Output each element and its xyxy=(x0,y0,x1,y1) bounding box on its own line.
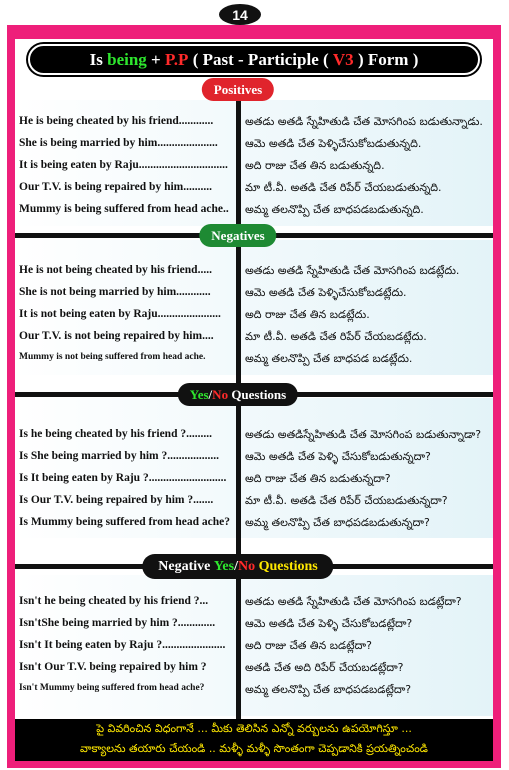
telugu-translation: అమ్మ తలనొప్పి చేత బాధపడబడుతున్నదా? xyxy=(245,516,430,529)
sentence-row xyxy=(15,639,493,661)
telugu-translation: అమ్మ తలనొప్పి చేత బాధపడ బడట్లేదు. xyxy=(245,352,413,365)
english-sentence: Isn't Our T.V. being repaired by him ? xyxy=(19,661,207,673)
telugu-translation: ఆమె అతడి చేత పెళ్ళి చేసుకోబడట్లేదా? xyxy=(245,617,413,630)
negatives-section xyxy=(15,240,493,375)
english-sentence: Is Mummy being suffered from head ache? xyxy=(19,516,231,528)
footer-line-1: పై వివరించిన విధంగానే ... మీకు తెలిసిన ఎన్నో వర్బులను ఉపయోగిస్తూ ... xyxy=(96,722,412,735)
sentence-row xyxy=(15,617,493,639)
sentence-row xyxy=(15,450,493,472)
telugu-translation: అది రాజు చేత తిన బడుతున్నది. xyxy=(245,159,385,172)
negative-yes-no-section xyxy=(15,575,493,716)
english-sentence: Mummy is being suffered from head ache.. xyxy=(19,203,229,215)
telugu-translation: ఆమె అతడి చేత పెళ్ళి చేసుకోబడుతున్నదా? xyxy=(245,450,431,463)
slash-label: / xyxy=(208,386,213,402)
english-sentence: Isn't he being cheated by his friend ?... xyxy=(19,595,209,607)
english-sentence: It is being eaten by Raju............................... xyxy=(19,159,228,171)
title-plus: + xyxy=(151,49,161,69)
telugu-translation: మా టీ.వీ. అతడి చేత రిపేర్ చేయబడుతున్నదా? xyxy=(245,494,448,507)
yes-no-heading xyxy=(178,383,298,406)
sentence-row xyxy=(15,159,493,181)
english-sentence: Is It being eaten by Raju ?........................... xyxy=(19,472,227,484)
sentence-row xyxy=(15,286,493,308)
telugu-translation: మా టీ.వీ. అతడి చేత రిపేర్ చేయబడుతున్నది. xyxy=(245,181,442,194)
telugu-translation: అమ్మ తలనొప్పి చేత బాధపడబడట్లేదా? xyxy=(245,683,412,696)
sentence-row xyxy=(15,115,493,137)
negatives-heading-text: Negatives xyxy=(211,227,265,243)
slash-label: / xyxy=(234,558,238,574)
footer-line-2: వాక్యాలను తయారు చేయండి .. మళ్ళీ మళ్ళీ సొంతంగా చెప్పడానికి ప్రయత్నించండి xyxy=(80,742,428,755)
sentence-row xyxy=(15,516,493,538)
telugu-translation: అతడు అతడి స్నేహితుడి చేత మోసగింప బడట్లేదు. xyxy=(245,264,460,277)
footer-note xyxy=(15,719,493,761)
english-sentence: She is not being married by him............ xyxy=(19,286,211,298)
no-label: No xyxy=(212,386,229,402)
sentence-row xyxy=(15,203,493,225)
telugu-translation: అమ్మ తలనొప్పి చేత బాధపడబడుతున్నది. xyxy=(245,203,424,216)
negative-label: Negative xyxy=(158,558,214,574)
positives-section xyxy=(15,100,493,226)
english-sentence: Our T.V. is not being repaired by him.... xyxy=(19,330,214,342)
telugu-translation: అతడి చేత అది రిపేర్ చేయబడట్లేదా? xyxy=(245,661,404,674)
telugu-translation: మా టీ.వీ. అతడి చేత రిపేర్ చేయబడట్లేదు. xyxy=(245,330,427,343)
english-sentence: Our T.V. is being repaired by him.......... xyxy=(19,181,212,193)
title-is: Is xyxy=(89,49,103,69)
sentence-row xyxy=(15,137,493,159)
english-sentence: Isn'tShe being married by him ?............. xyxy=(19,617,216,629)
sentence-row xyxy=(15,428,493,450)
title-past-participle: ( Past - Participle ( xyxy=(192,49,329,69)
english-sentence: Is She being married by him ?.................. xyxy=(19,450,219,462)
sentence-row xyxy=(15,308,493,330)
english-sentence: Isn't Mummy being suffered from head ache? xyxy=(19,683,205,693)
telugu-translation: అది రాజు చేత తిన బడుతున్నదా? xyxy=(245,472,391,485)
telugu-translation: అతడు అతడి స్నేహితుడి చేత మోసగింప బడుతున్నాడు. xyxy=(245,115,483,128)
negative-yes-no-heading xyxy=(142,554,333,579)
positives-heading xyxy=(202,78,274,101)
english-sentence: She is being married by him..................... xyxy=(19,137,218,149)
yes-no-section xyxy=(15,398,493,538)
questions-label: Questions xyxy=(255,558,318,574)
title-being: being xyxy=(107,49,147,69)
english-sentence: Is he being cheated by his friend ?......... xyxy=(19,428,212,440)
telugu-translation: అతడు అతడిస్నేహితుడి చేత మోసగింప బడుతున్నాడా? xyxy=(245,428,482,441)
sentence-row xyxy=(15,181,493,203)
sentence-row xyxy=(15,472,493,494)
sentence-row xyxy=(15,683,493,705)
yes-label: Yes xyxy=(189,386,209,402)
sentence-row xyxy=(15,330,493,352)
telugu-translation: ఆమె అతడి చేత పెళ్ళిచేసుకోబడట్లేదు. xyxy=(245,286,407,299)
sentence-row xyxy=(15,494,493,516)
questions-label: Questions xyxy=(228,386,287,402)
english-sentence: He is being cheated by his friend............ xyxy=(19,115,214,127)
sentence-row xyxy=(15,352,493,374)
english-sentence: Isn't It being eaten by Raju ?...................... xyxy=(19,639,226,651)
yes-label: Yes xyxy=(213,558,235,574)
telugu-translation: ఆమె అతడి చేత పెళ్ళిచేసుకోబడుతున్నది. xyxy=(245,137,422,150)
positives-heading-text: Positives xyxy=(213,81,263,97)
telugu-translation: అతడు అతడి స్నేహితుడి చేత మోసగింప బడట్లేదా? xyxy=(245,595,462,608)
english-sentence: He is not being cheated by his friend..... xyxy=(19,264,212,276)
telugu-translation: అది రాజు చేత తిన బడట్లేదా? xyxy=(245,639,372,652)
sentence-row xyxy=(15,661,493,683)
telugu-translation: అది రాజు చేత తిన బడట్లేదు. xyxy=(245,308,370,321)
title-v3: V3 xyxy=(332,49,354,69)
english-sentence: Mummy is not being suffered from head ache. xyxy=(19,352,206,362)
english-sentence: Is Our T.V. being repaired by him ?....... xyxy=(19,494,214,506)
negatives-heading xyxy=(199,224,276,247)
title-pp: P.P xyxy=(164,49,189,69)
page-number: 14 xyxy=(219,4,261,25)
sentence-row xyxy=(15,595,493,617)
english-sentence: It is not being eaten by Raju...................... xyxy=(19,308,221,320)
page-title xyxy=(28,44,480,75)
sentence-row xyxy=(15,264,493,286)
no-label: No xyxy=(237,558,256,574)
title-form: ) Form ) xyxy=(357,49,419,69)
